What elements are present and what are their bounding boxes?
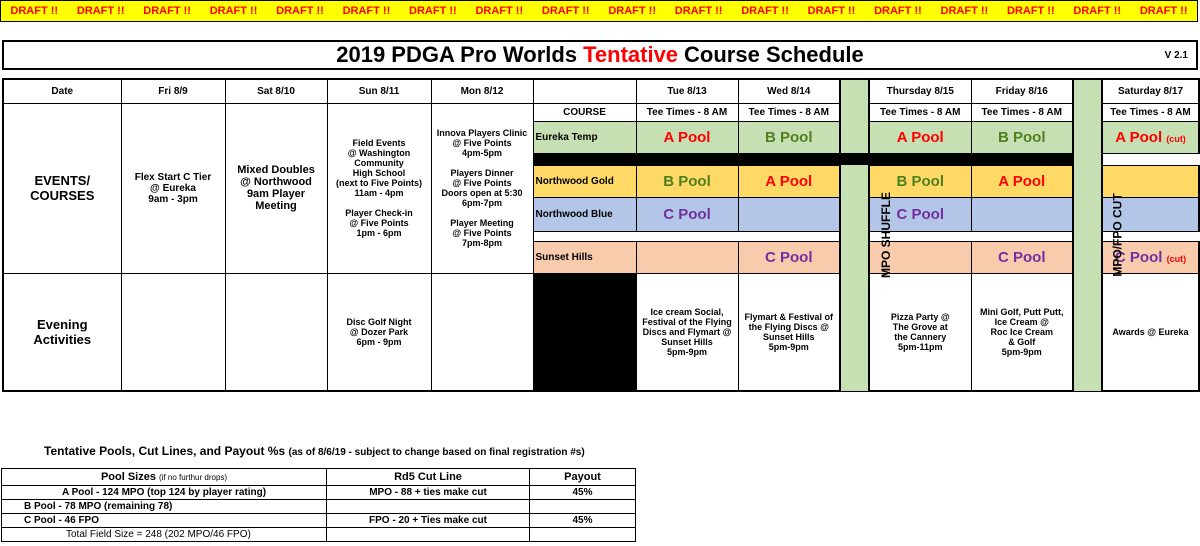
draft-label: DRAFT !! — [1006, 5, 1055, 17]
pools-header-note: (if no furthur drops) — [159, 473, 228, 482]
evening-thu: Pizza Party @ The Grove at the Cannery 5pm-11pm — [869, 273, 971, 391]
pool-size: A Pool - 124 MPO (top 124 by player rating) — [2, 486, 327, 500]
pool-payout: 45% — [530, 514, 636, 528]
pool-cell: A Pool — [636, 121, 738, 153]
draft-label: DRAFT !! — [874, 5, 922, 17]
header-friday: Friday 8/16 — [971, 79, 1073, 103]
evening-sat-activity: Awards @ Eureka — [1102, 273, 1199, 391]
pools-header-payout: Payout — [530, 469, 636, 486]
header-sat: Sat 8/10 — [225, 79, 327, 103]
pool-cell-empty — [1102, 165, 1199, 197]
draft-label: DRAFT !! — [741, 5, 789, 17]
pool-size-total: Total Field Size = 248 (202 MPO/46 FPO) — [2, 528, 327, 542]
pool-section-title — [44, 444, 585, 458]
header-sun: Sun 8/11 — [327, 79, 431, 103]
tee-row — [3, 103, 1199, 121]
title-text: 2019 PDGA Pro Worlds — [336, 42, 578, 67]
pool-size: B Pool - 78 MPO (remaining 78) — [2, 500, 327, 514]
pools-row — [2, 514, 636, 528]
events-label: EVENTS/ COURSES — [3, 103, 121, 273]
pool-cell: A Pool — [869, 121, 971, 153]
evening-tue: Ice cream Social, Festival of the Flying Discs and Flymart @ Sunset Hills 5pm-9pm — [636, 273, 738, 391]
mpo-fpo-cut-label: MPO/FPO CUT — [1110, 193, 1125, 277]
pools-row — [2, 486, 636, 500]
tee-time: Tee Times - 8 AM — [636, 103, 738, 121]
page-title — [2, 40, 1198, 70]
pool-cell-empty — [971, 197, 1073, 231]
draft-label: DRAFT !! — [541, 5, 590, 17]
tee-time: Tee Times - 8 AM — [869, 103, 971, 121]
course-northwood-gold: Northwood Gold — [533, 165, 636, 197]
pool-cell: A Pool — [971, 165, 1073, 197]
pool-cell: B Pool — [636, 165, 738, 197]
course-eureka: Eureka Temp — [533, 121, 636, 153]
title-text-end: Course Schedule — [684, 42, 864, 67]
pool-cell: C Pool — [636, 197, 738, 231]
pools-header-label: Pool Sizes — [100, 471, 156, 483]
evening-course-black — [533, 273, 636, 391]
draft-label: DRAFT !! — [807, 5, 856, 17]
spacer — [533, 231, 1073, 241]
pool-payout — [530, 528, 636, 542]
pools-table — [1, 468, 636, 542]
draft-label: DRAFT !! — [940, 5, 989, 17]
version-label: V 2.1 — [1164, 50, 1188, 61]
header-wed: Wed 8/14 — [738, 79, 840, 103]
evening-mon — [431, 273, 533, 391]
pool-cell: A Pool — [738, 165, 840, 197]
schedule-table — [2, 78, 1200, 392]
evening-sun: Disc Golf Night @ Dozer Park 6pm - 9pm — [327, 273, 431, 391]
pool-title-text: Tentative Pools, Cut Lines, and Payout %s — [44, 444, 286, 458]
course-header: COURSE — [533, 103, 636, 121]
draft-label: DRAFT !! — [76, 5, 125, 17]
evening-wed: Flymart & Festival of the Flying Discs @ Sunset Hills 5pm-9pm — [738, 273, 840, 391]
evening-label: Evening Activities — [3, 273, 121, 391]
cut-label: (cut) — [1166, 253, 1187, 264]
tee-time: Tee Times - 8 AM — [738, 103, 840, 121]
header-course — [533, 79, 636, 103]
draft-label: DRAFT !! — [1139, 5, 1188, 17]
pool-cell-empty — [738, 197, 840, 231]
draft-banner — [0, 0, 1198, 22]
pool-cell: C Pool — [971, 241, 1073, 273]
cut-label: (cut) — [1166, 133, 1186, 144]
header-date: Date — [3, 79, 121, 103]
pool-cut: MPO - 88 + ties make cut — [327, 486, 530, 500]
pool-cell-empty — [636, 241, 738, 273]
tee-time: Tee Times - 8 AM — [1102, 103, 1199, 121]
pool-cell-cut — [1102, 121, 1199, 153]
draft-label: DRAFT !! — [10, 5, 59, 17]
pool-cell: C Pool — [738, 241, 840, 273]
course-sunset-hills: Sunset Hills — [533, 241, 636, 273]
header-fri: Fri 8/9 — [121, 79, 225, 103]
fri-event: Flex Start C Tier @ Eureka 9am - 3pm — [121, 103, 225, 273]
evening-fri-activity: Mini Golf, Putt Putt, Ice Cream @ Roc Ice Cream & Golf 5pm-9pm — [971, 273, 1073, 391]
black-divider — [533, 153, 1073, 165]
draft-label: DRAFT !! — [608, 5, 656, 17]
draft-label: DRAFT !! — [409, 5, 457, 17]
header-saturday: Saturday 8/17 — [1102, 79, 1199, 103]
sun-event: Field Events @ Washington Community High School (next to Five Points) 11am - 4pm Player Check-in @ Five Points 1pm - 6pm — [327, 103, 431, 273]
evening-row — [3, 273, 1199, 391]
pool-payout — [530, 500, 636, 514]
sat-event: Mixed Doubles @ Northwood 9am Player Meeting — [225, 103, 327, 273]
pool-size: C Pool - 46 FPO — [2, 514, 327, 528]
mpo-shuffle-label: MPO SHUFFLE — [879, 192, 893, 279]
header-mon: Mon 8/12 — [431, 79, 533, 103]
mpo-shuffle-column — [840, 79, 893, 391]
draft-label: DRAFT !! — [209, 5, 258, 17]
draft-label: DRAFT !! — [143, 5, 191, 17]
pools-header-size — [2, 469, 327, 486]
pool-cell: B Pool — [738, 121, 840, 153]
mon-event: Innova Players Clinic @ Five Points 4pm-5pm Players Dinner @ Five Points Doors open at 5:30 6pm-7pm Player Meeting @ Five Points 7pm-8pm — [431, 103, 533, 273]
pool-payout: 45% — [530, 486, 636, 500]
header-thu: Thursday 8/15 — [869, 79, 971, 103]
pool-cut: FPO - 20 + Ties make cut — [327, 514, 530, 528]
pool-cell: B Pool — [971, 121, 1073, 153]
draft-label: DRAFT !! — [342, 5, 391, 17]
pools-row — [2, 500, 636, 514]
pool-cell: B Pool — [869, 165, 971, 197]
draft-label: DRAFT !! — [475, 5, 524, 17]
pool-cell: C Pool — [869, 197, 971, 231]
course-northwood-blue: Northwood Blue — [533, 197, 636, 231]
draft-label: DRAFT !! — [674, 5, 723, 17]
pool-cut — [327, 500, 530, 514]
draft-label: DRAFT !! — [276, 5, 324, 17]
header-tue: Tue 8/13 — [636, 79, 738, 103]
pools-row — [2, 528, 636, 542]
pools-header-cut: Rd5 Cut Line — [327, 469, 530, 486]
evening-fri — [121, 273, 225, 391]
pool-title-note: (as of 8/6/19 - subject to change based on final registration #s) — [288, 447, 585, 458]
tee-time: Tee Times - 8 AM — [971, 103, 1073, 121]
header-row — [3, 79, 1199, 103]
pool-label: A Pool — [1115, 128, 1163, 146]
evening-sat — [225, 273, 327, 391]
pool-cut — [327, 528, 530, 542]
mpo-fpo-cut-column — [1073, 79, 1125, 391]
title-tentative: Tentative — [583, 42, 679, 67]
draft-label: DRAFT !! — [1073, 5, 1122, 17]
pool-label: C Pool — [1114, 248, 1163, 266]
pools-header — [2, 469, 636, 486]
